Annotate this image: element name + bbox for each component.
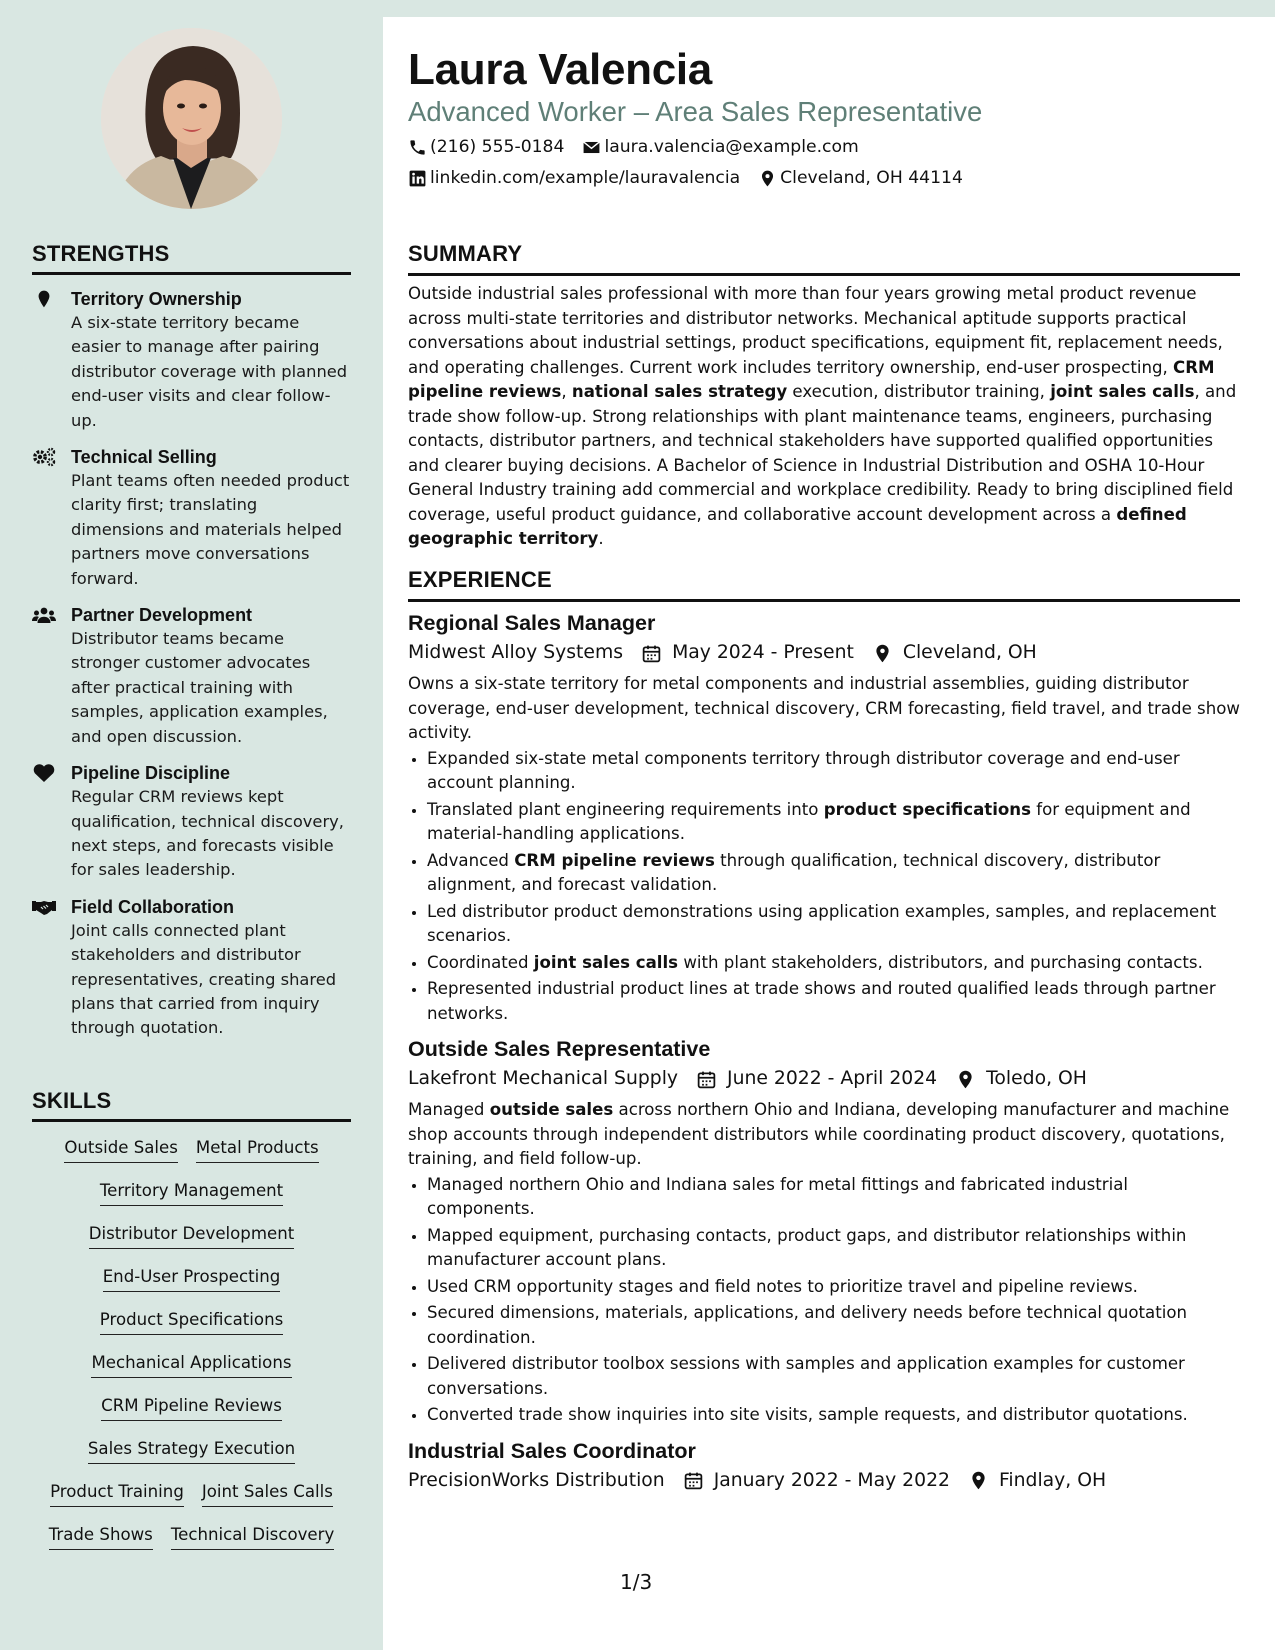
contact-location: [758, 165, 963, 191]
strength-item: [32, 761, 351, 883]
strength-title: Territory Ownership: [71, 289, 242, 309]
contact-phone[interactable]: [408, 134, 564, 160]
profile-photo: [101, 28, 282, 209]
linkedin-text: linkedin.com/example/lauravalencia: [430, 168, 741, 188]
job-meta: [408, 1466, 1240, 1496]
bullet-emphasis: product specifications: [823, 799, 1031, 819]
experience-section: [408, 567, 1240, 1496]
skill-tag: Trade Shows: [49, 1523, 153, 1550]
summary-part: execution, distributor training,: [787, 382, 1051, 401]
bullet-part: through qualification, technical discovery, distributor alignment, and forecast validation.: [427, 850, 1161, 894]
job-dates: January 2022 - May 2022: [713, 1469, 950, 1491]
summary-part: .: [598, 529, 604, 548]
strength-title: Pipeline Discipline: [71, 763, 231, 784]
bullet-item: • Managed northern Ohio and Indiana sales for metal fittings and fabricated industrial components.: [427, 1173, 1240, 1222]
map-pin-icon: [872, 643, 893, 664]
contact-linkedin[interactable]: [408, 165, 740, 191]
job-meta: [408, 1064, 1240, 1094]
strength-item: [32, 895, 351, 1041]
job-meta: [408, 638, 1240, 668]
summary-emphasis: CRM pipeline reviews: [408, 357, 1215, 401]
strength-desc: Regular CRM reviews kept qualification, technical discovery, next steps, and forecasts visible for sales leadership.: [71, 787, 344, 880]
handshake-icon: [32, 897, 56, 917]
skill-tag: Product Specifications: [100, 1308, 283, 1335]
contact-row-2: [408, 165, 963, 191]
bullet-part: Advanced: [427, 850, 515, 870]
job-location: Toledo, OH: [986, 1068, 1087, 1089]
job-bullets: [408, 1173, 1240, 1428]
strength-desc: Plant teams often needed product clarity first; translating dimensions and materials helped partners move conversations forward.: [71, 471, 350, 588]
job-dates: May 2024 - Present: [672, 642, 854, 663]
phone-text: (216) 555-0184: [430, 137, 565, 157]
job-dates: June 2022 - April 2024: [727, 1068, 938, 1089]
skill-tag: Distributor Development: [89, 1222, 295, 1249]
envelope-icon: [582, 138, 601, 157]
bullet-item: • Used CRM opportunity stages and field notes to prioritize travel and pipeline reviews.: [427, 1275, 1240, 1300]
strength-title: Field Collaboration: [71, 896, 235, 917]
summary-emphasis: joint sales calls: [1050, 382, 1195, 401]
heart-icon: [32, 763, 56, 783]
summary-part: ,: [561, 382, 572, 401]
summary-part: , and trade show follow-up. Strong relationships with plant maintenance teams, engineers, purchasing contacts, distributor partners, and technical stakeholders have supported qualified opportunities and clearer buying decisions. A Bachelor of Science in Industrial Distribution and OSHA 10-Hour General Industry training add commercial and workplace credibility. Ready to bring disciplined field coverage, useful product guidance, and collaborative account development across a: [408, 382, 1237, 524]
bullet-item: [427, 951, 1240, 976]
skills-heading: SKILLS: [32, 1088, 351, 1122]
bullet-part: Coordinated: [427, 952, 534, 972]
summary-section: [408, 241, 1240, 552]
bullet-item: • Converted trade show inquiries into site visits, sample requests, and distributor quotations.: [427, 1403, 1240, 1428]
skill-tag: Outside Sales: [64, 1136, 178, 1163]
users-icon: [32, 605, 56, 625]
job-bullets: [408, 747, 1240, 1027]
skills-list: [32, 1122, 351, 1550]
bullet-emphasis: joint sales calls: [533, 952, 679, 972]
skill-tag: Product Training: [50, 1480, 184, 1507]
job-location: Cleveland, OH: [902, 642, 1037, 663]
map-pin-icon: [758, 169, 777, 188]
experience-heading: EXPERIENCE: [408, 567, 1240, 602]
strength-title: Technical Selling: [71, 447, 217, 468]
bullet-part: with plant stakeholders, distributors, and purchasing contacts.: [678, 952, 1203, 972]
candidate-name: Laura Valencia: [408, 45, 712, 94]
summary-emphasis: defined geographic territory: [408, 504, 1187, 548]
strengths-section: [32, 241, 351, 1041]
bullet-part: Translated plant engineering requirements into: [427, 799, 824, 819]
job-entry: [408, 608, 1240, 1026]
bullet-emphasis: CRM pipeline reviews: [514, 850, 715, 870]
job-title: Outside Sales Representative: [408, 1037, 711, 1061]
map-pin-icon: [955, 1069, 976, 1090]
bullet-item: • Delivered distributor toolbox sessions with samples and application examples for customer conversations.: [427, 1352, 1240, 1401]
skill-tag: Mechanical Applications: [91, 1351, 291, 1378]
skill-tag: CRM Pipeline Reviews: [101, 1394, 282, 1421]
job-company: Lakefront Mechanical Supply: [408, 1068, 679, 1089]
strength-item: [32, 445, 351, 591]
map-pin-icon: [32, 289, 56, 309]
candidate-headline: Advanced Worker – Area Sales Representative: [408, 96, 983, 127]
strength-desc: Joint calls connected plant stakeholders and distributor representatives, creating shared plans that carried from inquiry through quotation.: [71, 920, 337, 1038]
calendar-icon: [683, 1470, 704, 1491]
map-pin-icon: [968, 1470, 989, 1491]
summary-part: Outside industrial sales professional with more than four years growing metal product revenue across multi-state territories and distributor networks. Mechanical aptitude supports practical conversations about industrial settings, product specifications, equipment fit, replacement needs, and operating challenges. Current work includes territory ownership, end-user prospecting,: [408, 284, 1223, 377]
strength-item: [32, 603, 351, 749]
bullet-item: • Expanded six-state metal components territory through distributor coverage and end-user account planning.: [427, 747, 1240, 796]
email-text: laura.valencia@example.com: [604, 137, 859, 157]
strengths-heading: STRENGTHS: [32, 241, 351, 275]
bullet-item: • Mapped equipment, purchasing contacts, product gaps, and distributor relationships within manufacturer account plans.: [427, 1224, 1240, 1273]
linkedin-icon: [408, 169, 427, 188]
contact-row-1: [408, 134, 859, 160]
gears-icon: [32, 447, 56, 467]
skill-tag: End-User Prospecting: [103, 1265, 281, 1292]
phone-icon: [408, 138, 427, 157]
summary-heading: SUMMARY: [408, 241, 1240, 276]
skill-tag: Metal Products: [196, 1136, 319, 1163]
job-company: Midwest Alloy Systems: [408, 642, 624, 663]
job-description: [408, 1098, 1240, 1172]
bullet-item: • Led distributor product demonstrations using application examples, samples, and replacement scenarios.: [427, 900, 1240, 949]
contact-email[interactable]: [582, 134, 858, 160]
skill-tag: Territory Management: [100, 1179, 283, 1206]
calendar-icon: [641, 643, 662, 664]
bullet-item: • Secured dimensions, materials, applications, and delivery needs before technical quotation coordination.: [427, 1301, 1240, 1350]
bullet-item: • Represented industrial product lines at trade shows and routed qualified leads through partner networks.: [427, 977, 1240, 1026]
bullet-item: [427, 849, 1240, 898]
calendar-icon: [696, 1069, 717, 1090]
location-text: Cleveland, OH 44114: [780, 168, 963, 188]
job-description: Owns a six-state territory for metal components and industrial assemblies, guiding distributor coverage, end-user development, technical discovery, CRM forecasting, field travel, and trade show activity.: [408, 674, 1240, 742]
summary-emphasis: national sales strategy: [571, 382, 788, 401]
job-title: Industrial Sales Coordinator: [408, 1438, 696, 1463]
strength-desc: A six-state territory became easier to manage after pairing distributor coverage with planned end-user visits and clear follow-up.: [71, 313, 348, 430]
summary-text: [408, 282, 1240, 552]
skill-tag: Technical Discovery: [171, 1523, 334, 1550]
skill-tag: Joint Sales Calls: [202, 1480, 333, 1507]
strength-item: [32, 287, 351, 433]
job-title: Regional Sales Manager: [408, 611, 656, 635]
job-company: PrecisionWorks Distribution: [408, 1469, 665, 1491]
strength-title: Partner Development: [71, 605, 253, 626]
desc-part: across northern Ohio and Indiana, developing manufacturer and machine shop accounts through independent distributors while coordinating product discovery, quotations, training, and field follow-up.: [408, 1100, 1230, 1168]
bullet-part: for equipment and material-handling applications.: [427, 799, 1191, 843]
skill-tag: Sales Strategy Execution: [88, 1437, 295, 1464]
skills-section: [32, 1088, 351, 1550]
strength-desc: Distributor teams became stronger customer advocates after practical training with samples, application examples, and open discussion.: [71, 629, 328, 746]
job-entry: [408, 1436, 1240, 1496]
desc-part: Managed: [408, 1100, 490, 1119]
desc-emphasis: outside sales: [489, 1100, 614, 1119]
bullet-item: [427, 798, 1240, 847]
job-entry: [408, 1034, 1240, 1428]
page-number: 1/3: [620, 1570, 653, 1594]
job-location: Findlay, OH: [998, 1469, 1107, 1491]
